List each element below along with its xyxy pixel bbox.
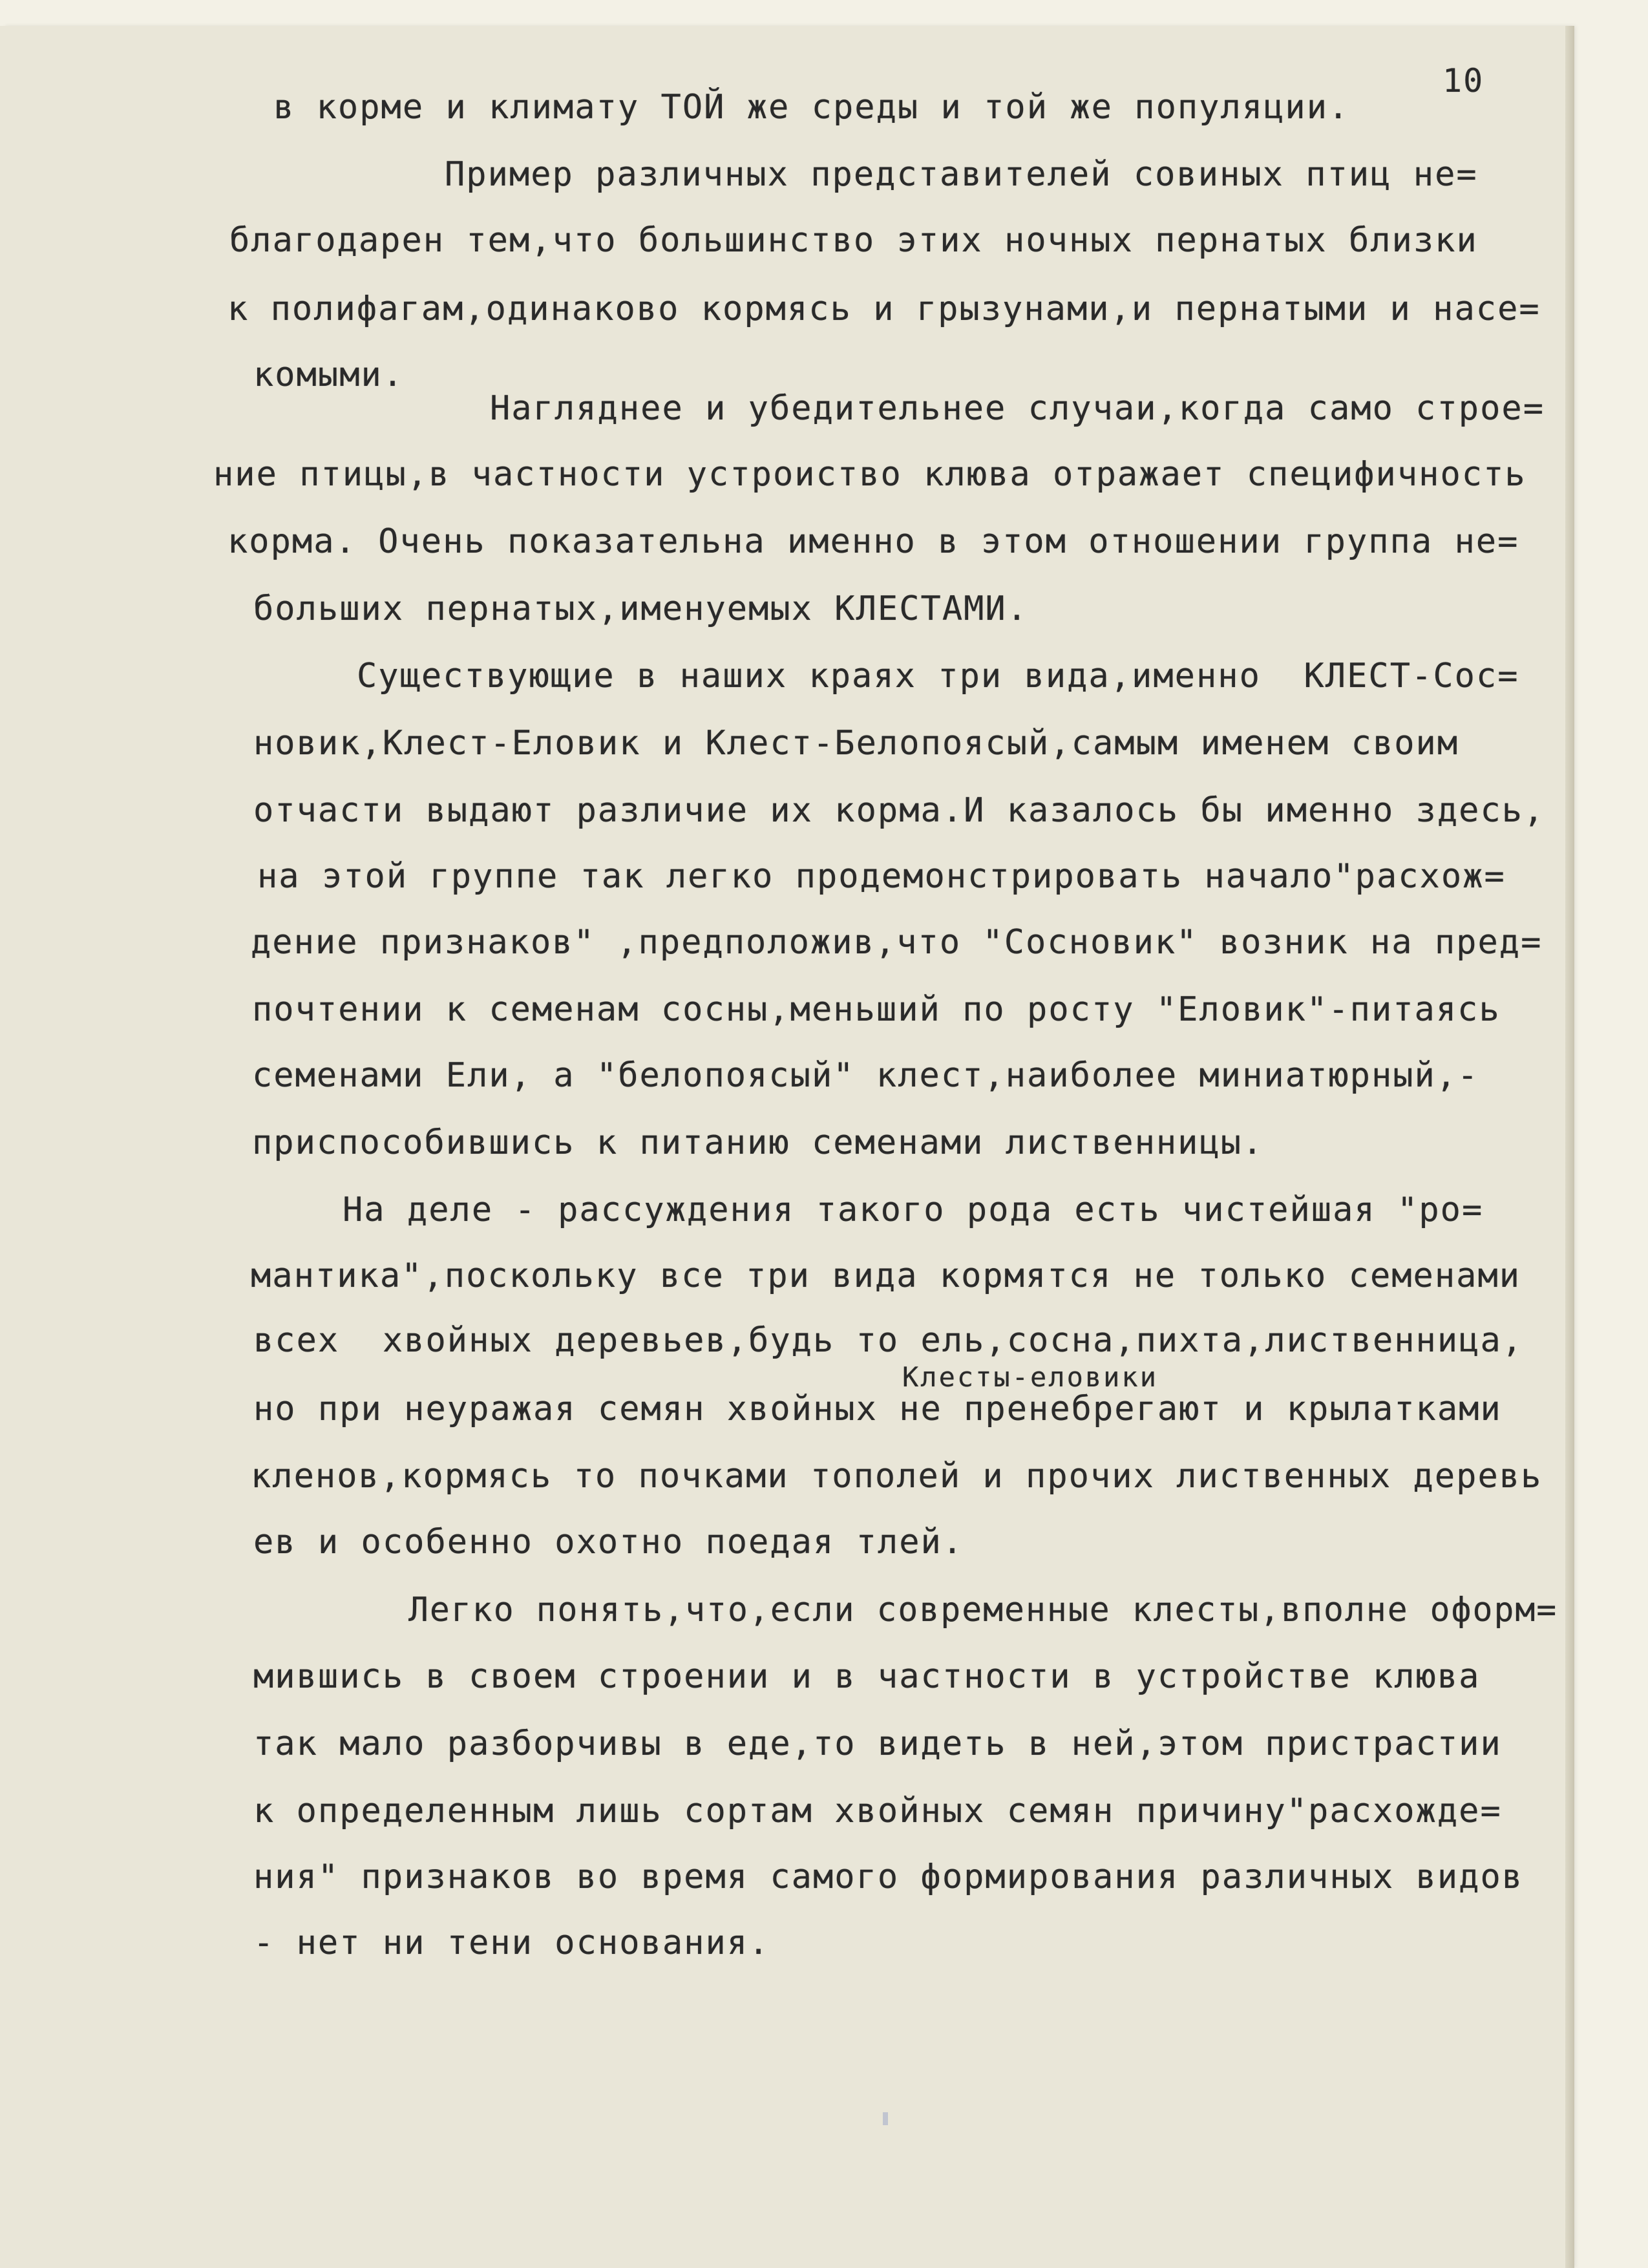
text-line: Пример различных представителей совиных птиц не= bbox=[445, 155, 1478, 194]
text-line: Существующие в наших краях три вида,именно КЛЕСТ-Сос= bbox=[357, 657, 1519, 695]
text-line: в корме и климату ТОЙ же среды и той же популяции. bbox=[273, 88, 1350, 127]
text-line: всех хвойных деревьев,будь то ель,сосна,пихта,лиственница, bbox=[253, 1321, 1524, 1360]
text-line: ние птицы,в частности устроиство клюва отражает специфичность bbox=[213, 455, 1527, 494]
text-line: отчасти выдают различие их корма.И казалось бы именно здесь, bbox=[253, 791, 1545, 830]
text-line: приспособившись к питанию семенами лиственницы. bbox=[252, 1123, 1264, 1162]
text-line: благодарен тем,что большинство этих ночных пернатых близки bbox=[229, 221, 1478, 260]
text-line: так мало разборчивы в еде,то видеть в ней,этом пристрастии bbox=[253, 1724, 1502, 1763]
text-line: кленов,кормясь то почками тополей и прочих лиственных деревь bbox=[251, 1457, 1543, 1496]
handwritten-insertion: Клесты-еловики bbox=[902, 1361, 1159, 1393]
text-line: почтении к семенам сосны,меньший по росту "Еловик"-питаясь bbox=[252, 990, 1501, 1029]
text-line: на этой группе так легко продемонстрировать начало"расхож= bbox=[257, 857, 1506, 896]
text-line: Нагляднее и убедительнее случаи,когда само строе= bbox=[490, 389, 1545, 428]
text-line: На деле - рассуждения такого рода есть чистейшая "ро= bbox=[343, 1191, 1484, 1229]
text-line: ния" признаков во время самого формирования различных видов bbox=[253, 1858, 1524, 1896]
page-number: 10 bbox=[1442, 62, 1484, 100]
text-line: дение признаков" ,предположив,что "Сосновик" возник на пред= bbox=[251, 923, 1543, 962]
text-line: больших пернатых,именуемых КЛЕСТАМИ. bbox=[253, 589, 1029, 628]
text-line: мившись в своем строении и в частности в устройстве клюва bbox=[253, 1657, 1481, 1696]
text-line: корма. Очень показательна именно в этом отношении группа не= bbox=[227, 522, 1519, 561]
text-line: - нет ни тени основания. bbox=[253, 1924, 770, 1962]
text-line: мантика",поскольку все три вида кормятся не только семенами bbox=[251, 1256, 1521, 1295]
text-line: семенами Ели, а "белопоясый" клест,наиболее миниатюрный,- bbox=[252, 1056, 1479, 1095]
text-line: новик,Клест-Еловик и Клест-Белопоясый,самым именем своим bbox=[253, 724, 1459, 763]
text-line: но при неуражая семян хвойных не пренебрегают и крылатками bbox=[253, 1390, 1502, 1428]
text-line: ев и особенно охотно поедая тлей. bbox=[253, 1523, 964, 1562]
text-line: комыми. bbox=[253, 355, 405, 394]
text-line: к полифагам,одинаково кормясь и грызунами,и пернатыми и насе= bbox=[227, 290, 1541, 328]
text-line: к определенным лишь сортам хвойных семян причину"расхожде= bbox=[253, 1792, 1502, 1830]
text-line: Легко понять,что,если современные клесты,вполне оформ= bbox=[408, 1591, 1558, 1629]
